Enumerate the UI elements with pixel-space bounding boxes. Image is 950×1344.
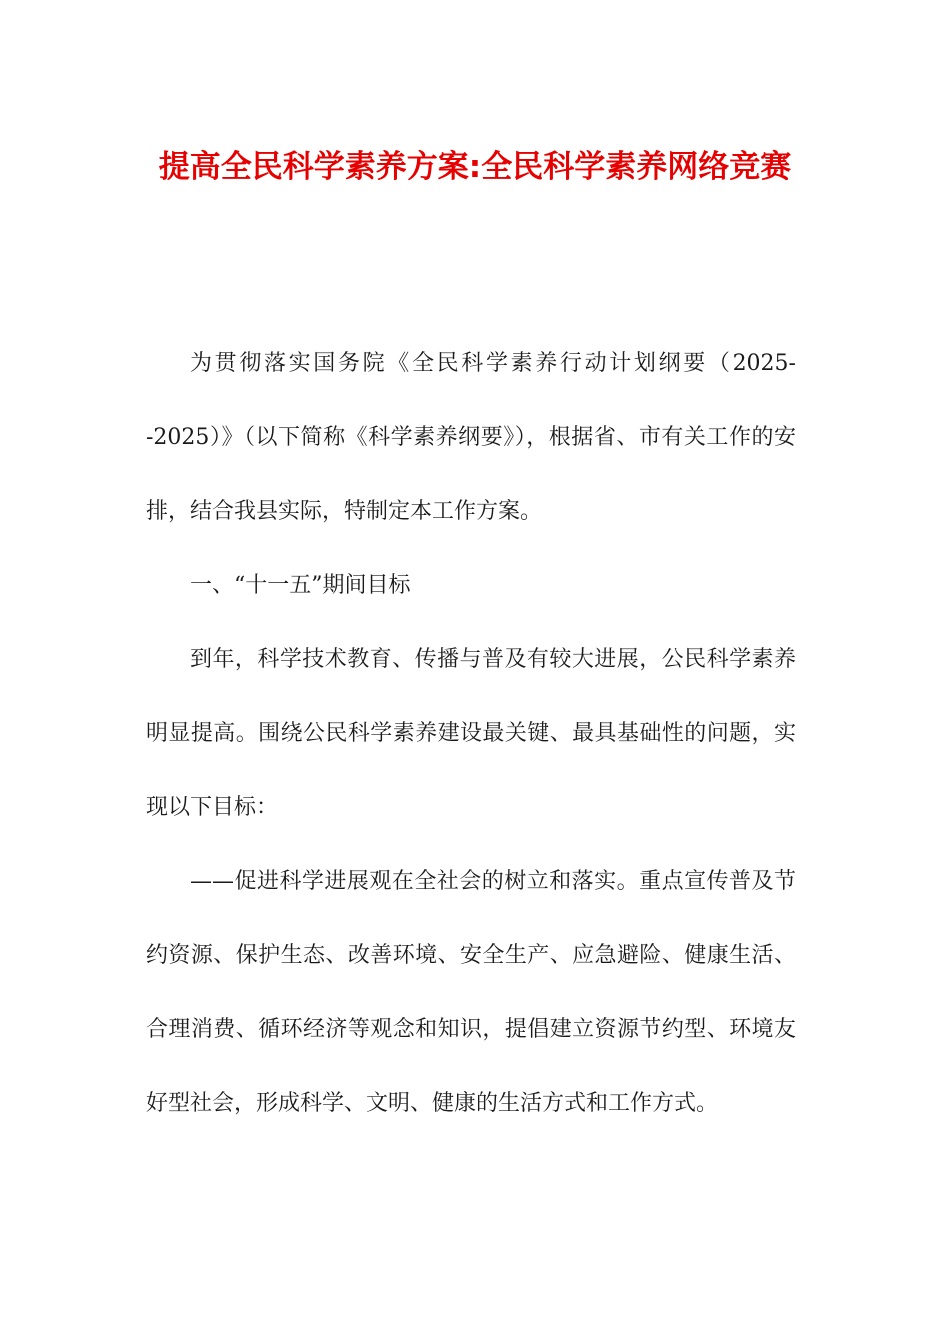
section-heading: 一、“十一五”期间目标 [190, 573, 411, 598]
document-body [146, 327, 796, 1141]
document-title: 提高全民科学素养方案:全民科学素养网络竞赛 [158, 149, 792, 185]
goal-item-paragraph: ——促进科学进展观在全社会的树立和落实。重点宣传普及节约资源、保护生态、改善环境、安全生产、应急避险、健康生活、合理消费、循环经济等观念和知识，提倡建立资源节约型、环境友好型社会，形成科学、文明、健康的生活方式和工作方式。 [146, 869, 796, 1116]
goal-paragraph: 到年，科学技术教育、传播与普及有较大进展，公民科学素养明显提高。围绕公民科学素养建设最关键、最具基础性的问题，实现以下目标： [146, 647, 796, 820]
intro-paragraph: 为贯彻落实国务院《全民科学素养行动计划纲要（2025--2025）》（以下简称《科学素养纲要》），根据省、市有关工作的安排，结合我县实际，特制定本工作方案。 [146, 351, 796, 524]
